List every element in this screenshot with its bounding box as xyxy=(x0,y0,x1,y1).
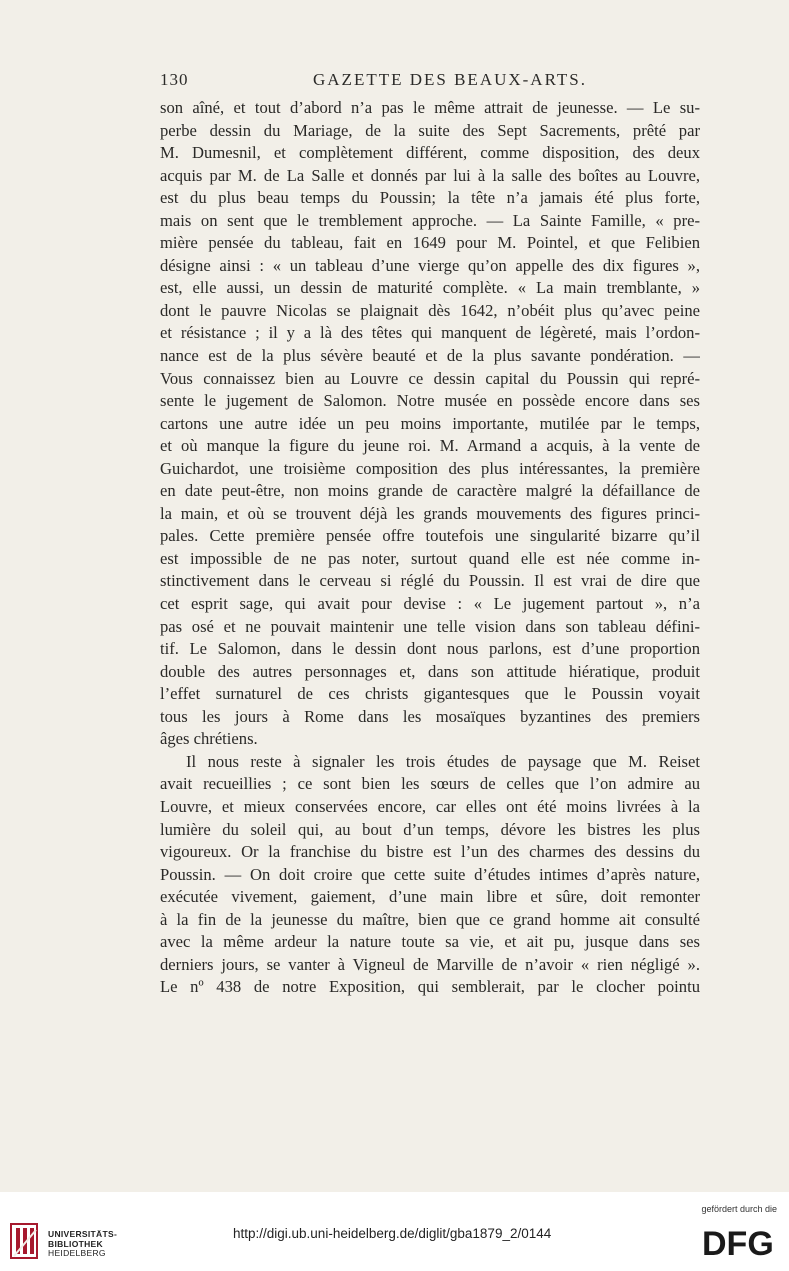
text-line: lumière du soleil qui, au bout d’un temps, dévore les bistres les plus xyxy=(160,819,700,839)
dfg-logo-icon[interactable] xyxy=(702,1222,777,1260)
text-line: nance est de la plus sévère beauté et de la plus savante pondération. — xyxy=(160,346,700,366)
footer-bar xyxy=(0,1192,789,1271)
library-emblem-icon xyxy=(10,1222,40,1262)
text-line: mais on sent que le tremblement approche. — La Sainte Famille, « pre- xyxy=(160,210,700,230)
text-line: la main, et où se trouvent déjà les grands mouvements des figures princi- xyxy=(160,503,700,523)
text-line: est impossible de ne pas noter, surtout quand elle est née comme in- xyxy=(160,548,700,568)
body-text xyxy=(160,97,700,999)
text-line: âges chrétiens. xyxy=(160,729,258,749)
library-name xyxy=(48,1230,117,1259)
text-line: tous les jours à Rome dans les mosaïques byzantines des premiers xyxy=(160,706,700,726)
text-line: et résistance ; il y a là des têtes qui manquent de légèreté, mais l’ordon- xyxy=(160,323,700,343)
library-name-line2: BIBLIOTHEK xyxy=(48,1238,103,1249)
text-line: stinctivement dans le cerveau si réglé du Poussin. Il est vrai de dire que xyxy=(160,571,700,591)
library-name-line1: UNIVERSITÄTS- xyxy=(48,1229,118,1239)
text-line: pas osé et ne pouvait maintenir une telle vision dans son tableau défini- xyxy=(160,616,700,636)
text-line: tif. Le Salomon, dans le dessin dont nous parlons, est d’une proportion xyxy=(160,639,700,659)
library-name-line3: HEIDELBERG xyxy=(48,1248,106,1258)
text-line: Louvre, et mieux conservées encore, car elles ont été moins livrées à la xyxy=(160,796,700,816)
text-line: en date peut-être, non moins grande de caractère malgré la défaillance de xyxy=(160,481,700,501)
text-line: l’effet surnaturel de ces christs gigantesques que le Poussin voyait xyxy=(160,684,700,704)
text-line: à la fin de la jeunesse du maître, bien que ce grand homme ait consulté xyxy=(160,909,700,929)
funding-note: gefördert durch die xyxy=(701,1204,777,1214)
dfg-logo-text: DFG xyxy=(702,1225,774,1260)
text-line: double des autres personnages et, dans son attitude hiératique, produit xyxy=(160,661,700,681)
text-line: sente le jugement de Salomon. Notre musée en possède encore dans ses xyxy=(160,391,700,411)
permalink-url[interactable]: http://digi.ub.uni-heidelberg.de/diglit/gba1879_2/0144 xyxy=(233,1226,552,1241)
text-line: mière pensée du tableau, fait en 1649 pour M. Pointel, et que Felibien xyxy=(160,233,700,253)
journal-title: GAZETTE DES BEAUX-ARTS. xyxy=(313,70,587,89)
text-line: Vous connaissez bien au Louvre ce dessin capital du Poussin qui repré- xyxy=(160,368,700,388)
running-head xyxy=(160,70,700,92)
text-line: Il nous reste à signaler les trois études de paysage que M. Reiset xyxy=(186,751,700,771)
text-line: pales. Cette première pensée offre toutefois une singularité bizarre qu’il xyxy=(160,526,700,546)
university-library-logo[interactable] xyxy=(10,1222,190,1262)
text-line: et où manque la figure du jeune roi. M. Armand a acquis, à la vente de xyxy=(160,436,700,456)
page-number: 130 xyxy=(160,70,189,89)
text-line: cartons une autre idée un peu moins importante, mutilée par le temps, xyxy=(160,413,700,433)
text-line: cet esprit sage, qui avait pour devise : « Le jugement partout », n’a xyxy=(160,594,700,614)
text-line: est du plus beau temps du Poussin; la tête n’a jamais été plus forte, xyxy=(160,188,700,208)
text-line: derniers jours, se vanter à Vigneul de Marville de n’avoir « rien négligé ». xyxy=(160,954,700,974)
text-line: est, elle aussi, un dessin de maturité complète. « La main tremblante, » xyxy=(160,278,700,298)
text-line: avec la même ardeur la nature toute sa vie, et ait pu, jusque dans ses xyxy=(160,932,700,952)
text-line: acquis par M. de La Salle et donnés par lui à la salle des boîtes au Louvre, xyxy=(160,165,700,185)
text-line: exécutée vivement, gaiement, d’une main libre et sûre, doit remonter xyxy=(160,887,700,907)
text-line: désigne ainsi : « un tableau d’une vierge qu’on appelle des dix figures », xyxy=(160,255,700,275)
text-line: son aîné, et tout d’abord n’a pas le même attrait de jeunesse. — Le su- xyxy=(160,98,700,117)
text-line: perbe dessin du Mariage, de la suite des Sept Sacrements, prêté par xyxy=(160,120,700,140)
text-line: Poussin. — On doit croire que cette suite d’études intimes d’après nature, xyxy=(160,864,700,884)
text-line: Le nº 438 de notre Exposition, qui semblerait, par le clocher pointu xyxy=(160,977,700,997)
text-line: M. Dumesnil, et complètement différent, comme disposition, des deux xyxy=(160,143,700,163)
text-line: vigoureux. Or la franchise du bistre est l’un des charmes des dessins du xyxy=(160,842,700,862)
text-line: avait recueillies ; ce sont bien les sœurs de celles que l’on admire au xyxy=(160,774,700,794)
text-line: Guichardot, une troisième composition des plus intéressantes, la première xyxy=(160,458,700,478)
text-line: dont le pauvre Nicolas se plaignait dès 1642, n’obéit plus qu’avec peine xyxy=(160,300,700,320)
